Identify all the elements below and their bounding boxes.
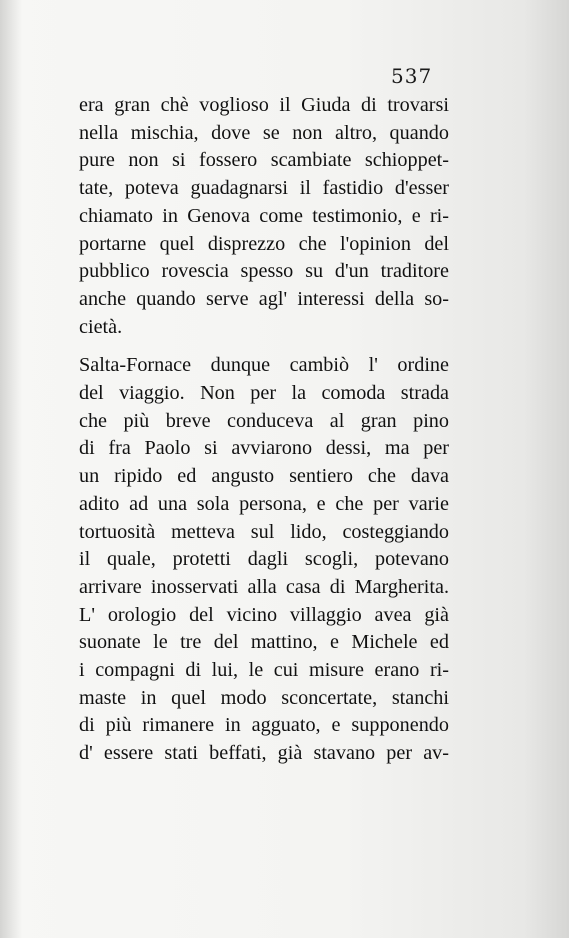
text-line: Salta-Fornace dunque cambiò l' ordine	[79, 354, 449, 377]
text-line: del viaggio. Non per la comoda strada	[79, 382, 449, 405]
text-line: nella mischia, dove se non altro, quando	[79, 121, 449, 144]
text-line: tate, poteva guadagnarsi il fastidio d'esser	[79, 177, 449, 200]
text-line: di fra Paolo si avviarono dessi, ma per	[79, 437, 449, 460]
text-line: il quale, protetti dagli scogli, potevano	[79, 548, 449, 571]
text-line: maste in quel modo sconcertate, stanchi	[79, 686, 449, 709]
text-line: di più rimanere in agguato, e supponendo	[79, 714, 449, 737]
text-line: i compagni di lui, le cui misure erano ri-	[79, 659, 449, 682]
text-line: pubblico rovescia spesso su d'un traditore	[79, 260, 449, 283]
page-gutter-shadow	[0, 0, 22, 938]
text-line: anche quando serve agl' interessi della so-	[79, 287, 449, 310]
page-number: 537	[391, 64, 433, 88]
text-line: era gran chè voglioso il Giuda di trovarsi	[79, 94, 449, 116]
paragraph-gap	[79, 341, 449, 352]
text-line: adito ad una sola persona, e che per varie	[79, 492, 449, 515]
text-line: tortuosità metteva sul lido, costeggiando	[79, 520, 449, 543]
text-line: pure non si fossero scambiate schioppet-	[79, 149, 449, 172]
text-line: un ripido ed angusto sentiero che dava	[79, 465, 449, 488]
paragraph-2	[79, 352, 449, 768]
text-line: che più breve conduceva al gran pino	[79, 409, 449, 432]
text-line: cietà.	[79, 315, 123, 338]
text-line: d' essere stati beffati, già stavano per av-	[79, 742, 449, 765]
text-line: arrivare inosservati alla casa di Margherita.	[79, 575, 449, 598]
text-line: chiamato in Genova come testimonio, e ri-	[79, 204, 449, 227]
paragraph-1	[79, 92, 449, 341]
text-line: suonate le tre del mattino, e Michele ed	[79, 631, 449, 654]
body-text	[79, 92, 449, 768]
text-line: portarne quel disprezzo che l'opinion del	[79, 232, 449, 255]
text-line: L' orologio del vicino villaggio avea già	[79, 603, 449, 626]
